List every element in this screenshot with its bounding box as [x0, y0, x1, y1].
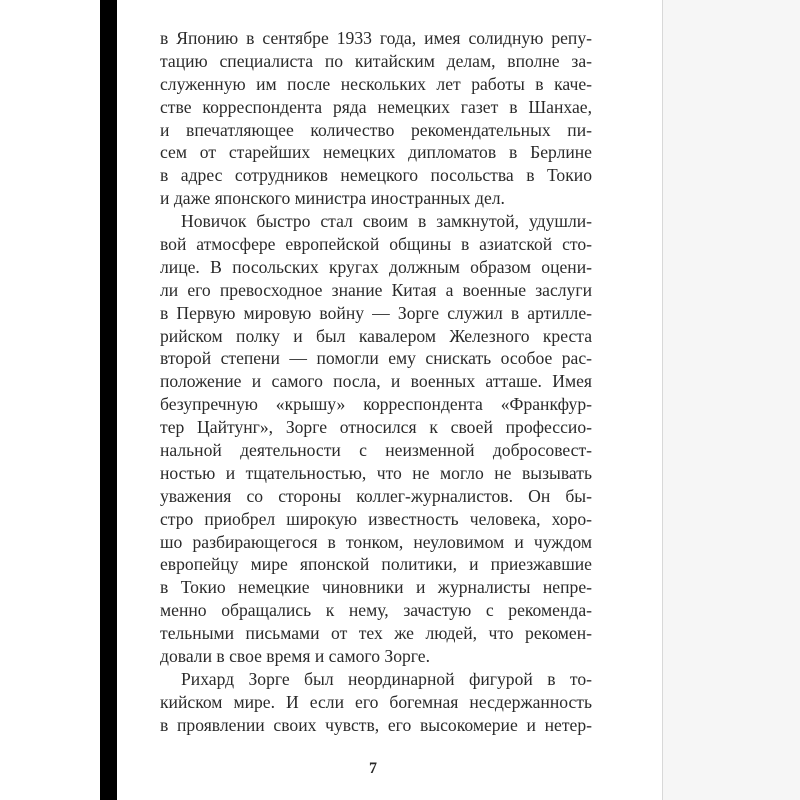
text-line: ли его превосходное знание Китая а военные заслуги — [160, 279, 592, 300]
page-body-text — [160, 27, 592, 737]
text-line: кийском мире. И если его богемная несдержанность — [160, 691, 592, 712]
text-line: в Токио немецкие чиновники и журналисты непре- — [160, 577, 592, 598]
text-line: второй степени — помогли ему снискать особое рас- — [160, 348, 592, 369]
scan-border — [100, 0, 117, 800]
text-line: сем от старейших немецких дипломатов в Берлине — [160, 142, 592, 163]
text-line: европейцу мире японской политики, и приезжавшие — [160, 554, 592, 575]
text-line: уважения со стороны коллег-журналистов. Он бы- — [160, 485, 592, 506]
text-line: служенную им после нескольких лет работы в каче- — [160, 73, 592, 94]
text-line: и впечатляющее количество рекомендательных пи- — [160, 119, 592, 140]
text-line: менно обращались к нему, зачастую с рекоменда- — [160, 600, 592, 621]
text-line: Новичок быстро стал своим в замкнутой, удушли- — [181, 211, 592, 232]
page-edge — [662, 0, 800, 800]
text-line: Рихард Зорге был неординарной фигурой в то- — [181, 668, 592, 689]
text-line: довали в свое время и самого Зорге. — [160, 646, 430, 667]
text-line: стве корреспондента ряда немецких газет в Шанхае, — [160, 96, 592, 117]
text-line: шо разбирающегося в тонком, неуловимом и чуждом — [160, 531, 592, 552]
text-line: и даже японского министра иностранных дел. — [160, 188, 505, 209]
text-line: тацию специалиста по китайским делам, вполне за- — [160, 50, 592, 71]
text-line: тельными письмами от тех же людей, что рекомен- — [160, 623, 592, 644]
page-number: 7 — [369, 760, 377, 777]
text-line: в адрес сотрудников немецкого посольства в Токио — [160, 165, 592, 186]
text-line: рийском полку и был кавалером Железного креста — [160, 325, 592, 346]
text-line: ностью и тщательностью, что не могло не вызывать — [160, 462, 592, 483]
text-line: вой атмосфере европейской общины в азиатской сто- — [160, 234, 592, 255]
text-line: в Японию в сентябре 1933 года, имея солидную репу- — [160, 28, 592, 48]
text-line: тер Цайтунг», Зорге относился к своей профессио- — [160, 417, 592, 438]
text-line: лице. В посольских кругах должным образом оцени- — [160, 256, 592, 277]
text-line: в проявлении своих чувств, его высокомерие и нетер- — [160, 714, 592, 735]
text-line: в Первую мировую войну — Зорге служил в артилле- — [160, 302, 592, 323]
text-line: нальной деятельности с неизменной добросовест- — [160, 440, 592, 461]
text-line: безупречную «крышу» корреспондента «Франкфур- — [160, 394, 592, 415]
text-line: стро приобрел широкую известность человека, хоро- — [160, 508, 592, 529]
text-line: положение и самого посла, и военных атташе. Имея — [160, 371, 592, 392]
